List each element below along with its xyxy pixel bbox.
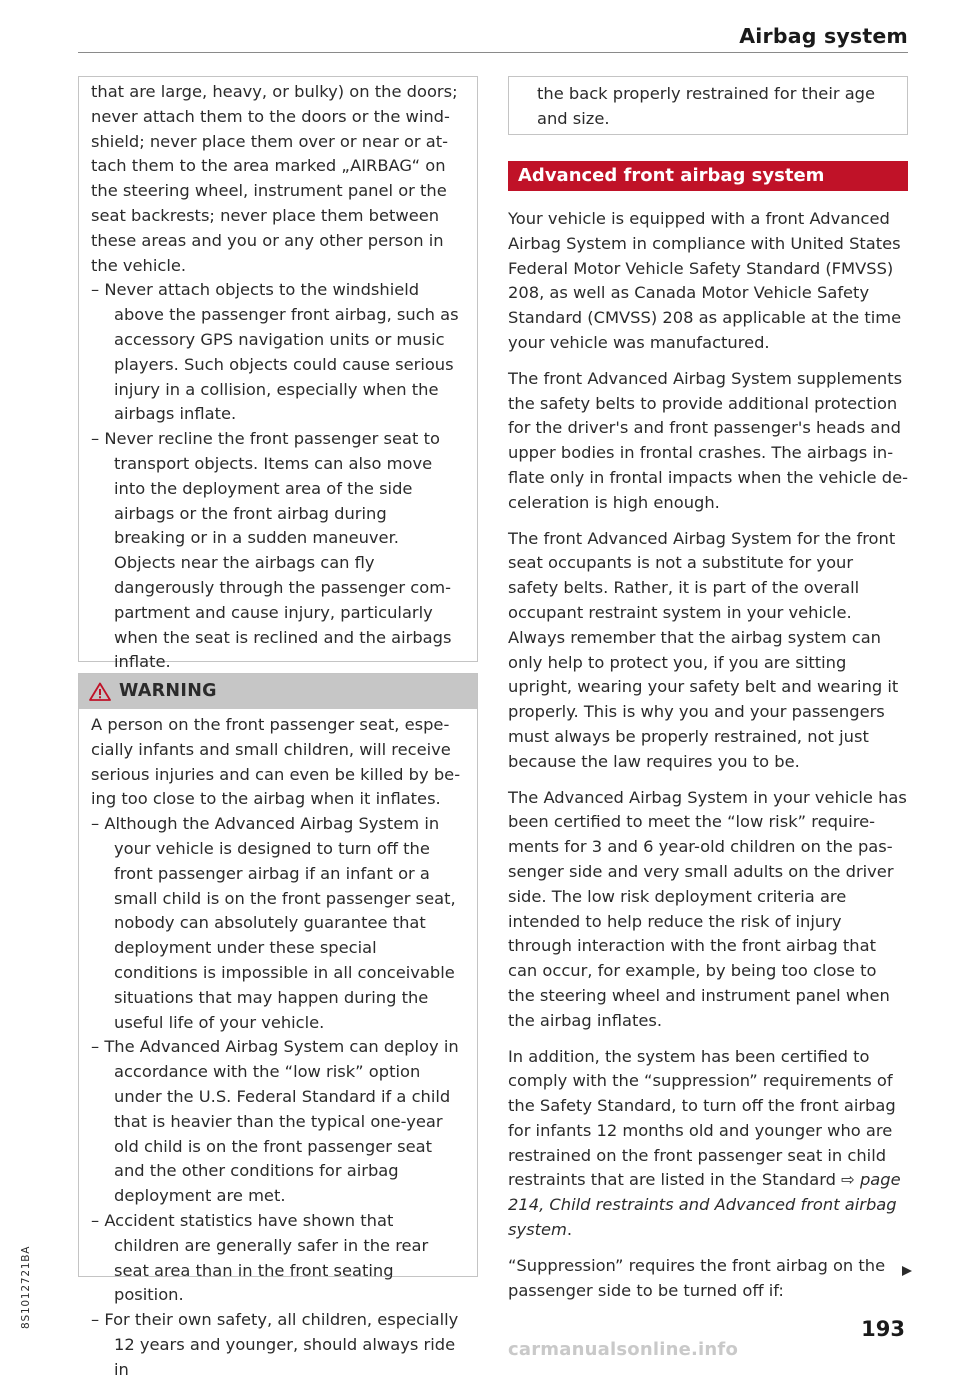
list-item: – Accident statistics have shown that children are generally safer in the rear seat area than in the front seating position.: [91, 1210, 429, 1305]
body-paragraph: “Suppression” requires the front airbag on the passenger side to be turned off if:: [508, 1255, 886, 1300]
warning-body: [79, 709, 477, 1383]
list-item: – Never recline the front passenger seat to transport objects. Items can also move into the deployment area of the side airbags or the front airbag during breaking or in a sudden maneuver. Objects near the airbags can fly dangerously through the passenger compartment and cause injury, particularly when the seat is reclined and the airbags inflate.: [91, 429, 452, 672]
continued-lead-text: that are large, heavy, or bulky) on the doors; never attach them to the doors or the windshield; never place them over or near or attach them to the area marked „AIRBAG“ on the steering wheel, instrument panel or the seat backrests; never place them between these areas and you or any other person in the vehicle.: [91, 82, 458, 275]
body-paragraph: The front Advanced Airbag System for the front seat occupants is not a substitute for your safety belts. Rather, it is part of the overall occupant restraint system in your vehicle. Always remember that the airbag system can only help to protect you, if you are sitting upright, wearing your safety belt and wearing it properly. This is why you and your passengers must always be properly restrained, not just because the law requires you to be.: [508, 528, 899, 771]
section-heading: Advanced front airbag system: [508, 161, 908, 191]
body-paragraph: The front Advanced Airbag System supplements the safety belts to provide additional protection for the driver's and front passenger's heads and upper bodies in frontal crashes. The airbags inflate only in frontal impacts when the vehicle deceleration is high enough.: [508, 368, 908, 512]
list-item: – The Advanced Airbag System can deploy in accordance with the “low risk” option under the U.S. Federal Standard if a child that is heavier than the typical one-year old child is on the front passenger seat and the other conditions for airbag deployment are met.: [91, 1037, 459, 1206]
continued-text: the back properly restrained for their age and size.: [537, 84, 876, 128]
warning-triangle-icon: [89, 682, 111, 701]
list-item: – Never attach objects to the windshield above the passenger front airbag, such as accessory GPS navigation units or music players. Such objects could cause serious injury in a collision, especially when the airbags inflate.: [91, 280, 459, 424]
list-item: – For their own safety, all children, especially 12 years and younger, should always ride in: [91, 1310, 459, 1379]
warning-header: [79, 674, 477, 709]
page-header-title: Airbag system: [739, 24, 908, 48]
continued-warning-box-right: [508, 76, 908, 135]
cert-text: In addition, the system has been certified to comply with the “suppression” requirements of the Safety Standard, to turn off the front airbag for infants 12 months old and younger who are restrained on the front passenger seat in child restraints that are listed in the Standard: [508, 1046, 896, 1190]
continue-arrow-icon: [902, 1266, 912, 1276]
header-divider: [78, 52, 908, 53]
body-paragraph: [508, 1045, 908, 1243]
warning-label: WARNING: [119, 681, 217, 702]
body-paragraph: The Advanced Airbag System in your vehicle has been certified to meet the “low risk” requirements for 3 and 6 year-old children on the passenger side and very small adults on the driver side. The low risk deployment criteria are intended to help reduce the risk of injury through interaction with the front airbag that can occur, for example, by being too close to the steering wheel and instrument panel when the airbag inflates.: [508, 787, 907, 1030]
list-item: – Although the Advanced Airbag System in your vehicle is designed to turn off the front passenger airbag if an infant or a small child is on the front passenger seat, nobody can absolutely guarantee that deployment under these special conditions is impossible in all conceivable situations that may happen during the useful life of your vehicle.: [91, 814, 456, 1032]
cert-end: .: [566, 1220, 573, 1240]
right-column: [508, 76, 908, 1303]
watermark: carmanualsonline.info: [508, 1339, 739, 1360]
continued-warning-box: [78, 76, 478, 672]
body-paragraph: Your vehicle is equipped with a front Advanced Airbag System in compliance with United States Federal Motor Vehicle Safety Standard (FMVSS) 208, as well as Canada Motor Vehicle Safety Standard (CMVSS) 208 as applicable at the time your vehicle was manufactured.: [508, 209, 902, 352]
left-column: [78, 76, 478, 1379]
cross-reference-link[interactable]: ⇨ page 214, Child restraints and Advanced front airbag system: [508, 1170, 901, 1240]
document-code: 8S1012721BA: [20, 1245, 32, 1329]
warning-box: [78, 673, 478, 1379]
warning-lead-text: A person on the front passenger seat, especially infants and small children, will receive serious injuries and can even be killed by being too close to the airbag when it inflates.: [91, 715, 461, 809]
page-number: 193: [861, 1317, 905, 1341]
